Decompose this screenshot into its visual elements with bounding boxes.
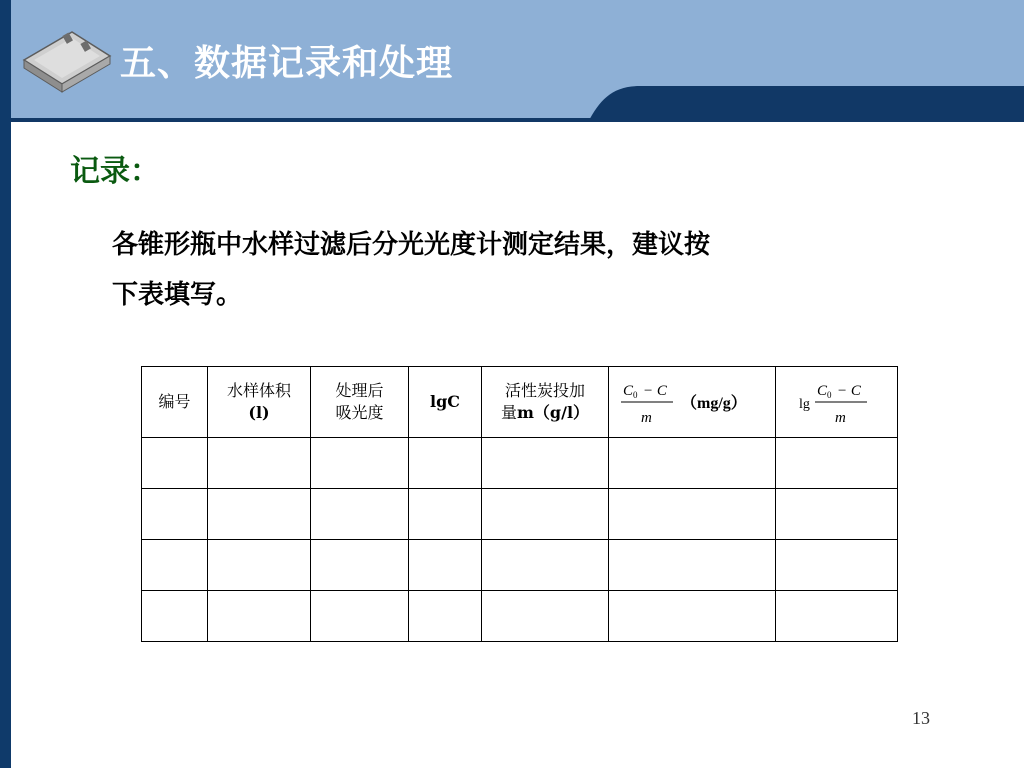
table-cell[interactable] bbox=[609, 540, 776, 591]
table-cell[interactable] bbox=[208, 438, 311, 489]
table-cell[interactable] bbox=[409, 591, 482, 642]
table-cell[interactable] bbox=[409, 540, 482, 591]
table-cell[interactable] bbox=[776, 489, 898, 540]
table-cell[interactable] bbox=[609, 489, 776, 540]
table-row bbox=[142, 489, 898, 540]
table-cell[interactable] bbox=[776, 591, 898, 642]
table-row bbox=[142, 438, 898, 489]
table-cell[interactable] bbox=[311, 438, 409, 489]
header-absorbance-line1: 处理后 bbox=[335, 381, 384, 400]
table-cell[interactable] bbox=[311, 489, 409, 540]
table-row bbox=[142, 591, 898, 642]
page-number: 13 bbox=[912, 708, 930, 728]
header-carbon-dose-line1: 活性炭投加 bbox=[504, 381, 585, 400]
formula2-c0: C bbox=[816, 383, 827, 399]
header-absorbance bbox=[311, 367, 409, 438]
formula2-minus-c: − C bbox=[836, 383, 861, 399]
table-cell[interactable] bbox=[609, 591, 776, 642]
slide-title: 五、数据记录和处理 bbox=[120, 43, 454, 84]
section-heading: 记录： bbox=[70, 154, 160, 189]
formula2-m: m bbox=[834, 410, 846, 426]
table-cell[interactable] bbox=[776, 438, 898, 489]
notebook-icon bbox=[20, 26, 112, 96]
table-cell[interactable] bbox=[609, 438, 776, 489]
log-adsorption-formula bbox=[797, 377, 877, 427]
header-sample-volume bbox=[208, 367, 311, 438]
table-row bbox=[142, 540, 898, 591]
header-lgc bbox=[409, 367, 482, 438]
header-rule bbox=[11, 118, 1024, 122]
formula2-lg: lg bbox=[798, 397, 810, 412]
table-cell[interactable] bbox=[482, 489, 609, 540]
formula1-c0-sub: 0 bbox=[633, 390, 638, 400]
table-cell[interactable] bbox=[482, 438, 609, 489]
adsorption-formula bbox=[617, 377, 767, 427]
instruction-line-2: 下表填写。 bbox=[112, 280, 243, 310]
header-lgc-label: lgC bbox=[430, 392, 460, 411]
formula1-m: m bbox=[641, 410, 652, 426]
table-cell[interactable] bbox=[776, 540, 898, 591]
instruction-line-1: 各锥形瓶中水样过滤后分光光度计测定结果，建议按 bbox=[112, 230, 711, 260]
table-cell[interactable] bbox=[311, 591, 409, 642]
header-log-adsorption bbox=[776, 367, 898, 438]
table-cell[interactable] bbox=[142, 591, 208, 642]
formula1-minus-c: − C bbox=[643, 383, 667, 399]
table-cell[interactable] bbox=[208, 591, 311, 642]
table-cell[interactable] bbox=[208, 489, 311, 540]
header-carbon-dose-line2 bbox=[482, 402, 608, 424]
record-table bbox=[141, 366, 898, 642]
header-number-label: 编号 bbox=[158, 392, 191, 411]
header-carbon-dose-prefix: 量 bbox=[500, 403, 517, 422]
table-cell[interactable] bbox=[409, 438, 482, 489]
formula2-c0-sub: 0 bbox=[826, 390, 831, 400]
header-absorbance-line2: 吸光度 bbox=[335, 403, 384, 422]
instruction-text bbox=[112, 220, 912, 320]
header-sample-volume-line1: 水样体积 bbox=[226, 381, 291, 400]
table-cell[interactable] bbox=[208, 540, 311, 591]
table-cell[interactable] bbox=[482, 540, 609, 591]
table-cell[interactable] bbox=[311, 540, 409, 591]
header-sample-volume-line2: (l) bbox=[248, 403, 270, 422]
table-cell[interactable] bbox=[142, 489, 208, 540]
header-adsorption bbox=[609, 367, 776, 438]
header-carbon-dose-unit: m（g/l） bbox=[516, 403, 590, 422]
table-cell[interactable] bbox=[482, 591, 609, 642]
header-carbon-dose bbox=[482, 367, 609, 438]
table-cell[interactable] bbox=[142, 540, 208, 591]
table-header-row bbox=[142, 367, 898, 438]
header-number bbox=[142, 367, 208, 438]
formula1-c0: C bbox=[623, 383, 634, 399]
formula1-unit: （mg/g） bbox=[681, 395, 747, 412]
table-cell[interactable] bbox=[142, 438, 208, 489]
table-cell[interactable] bbox=[409, 489, 482, 540]
